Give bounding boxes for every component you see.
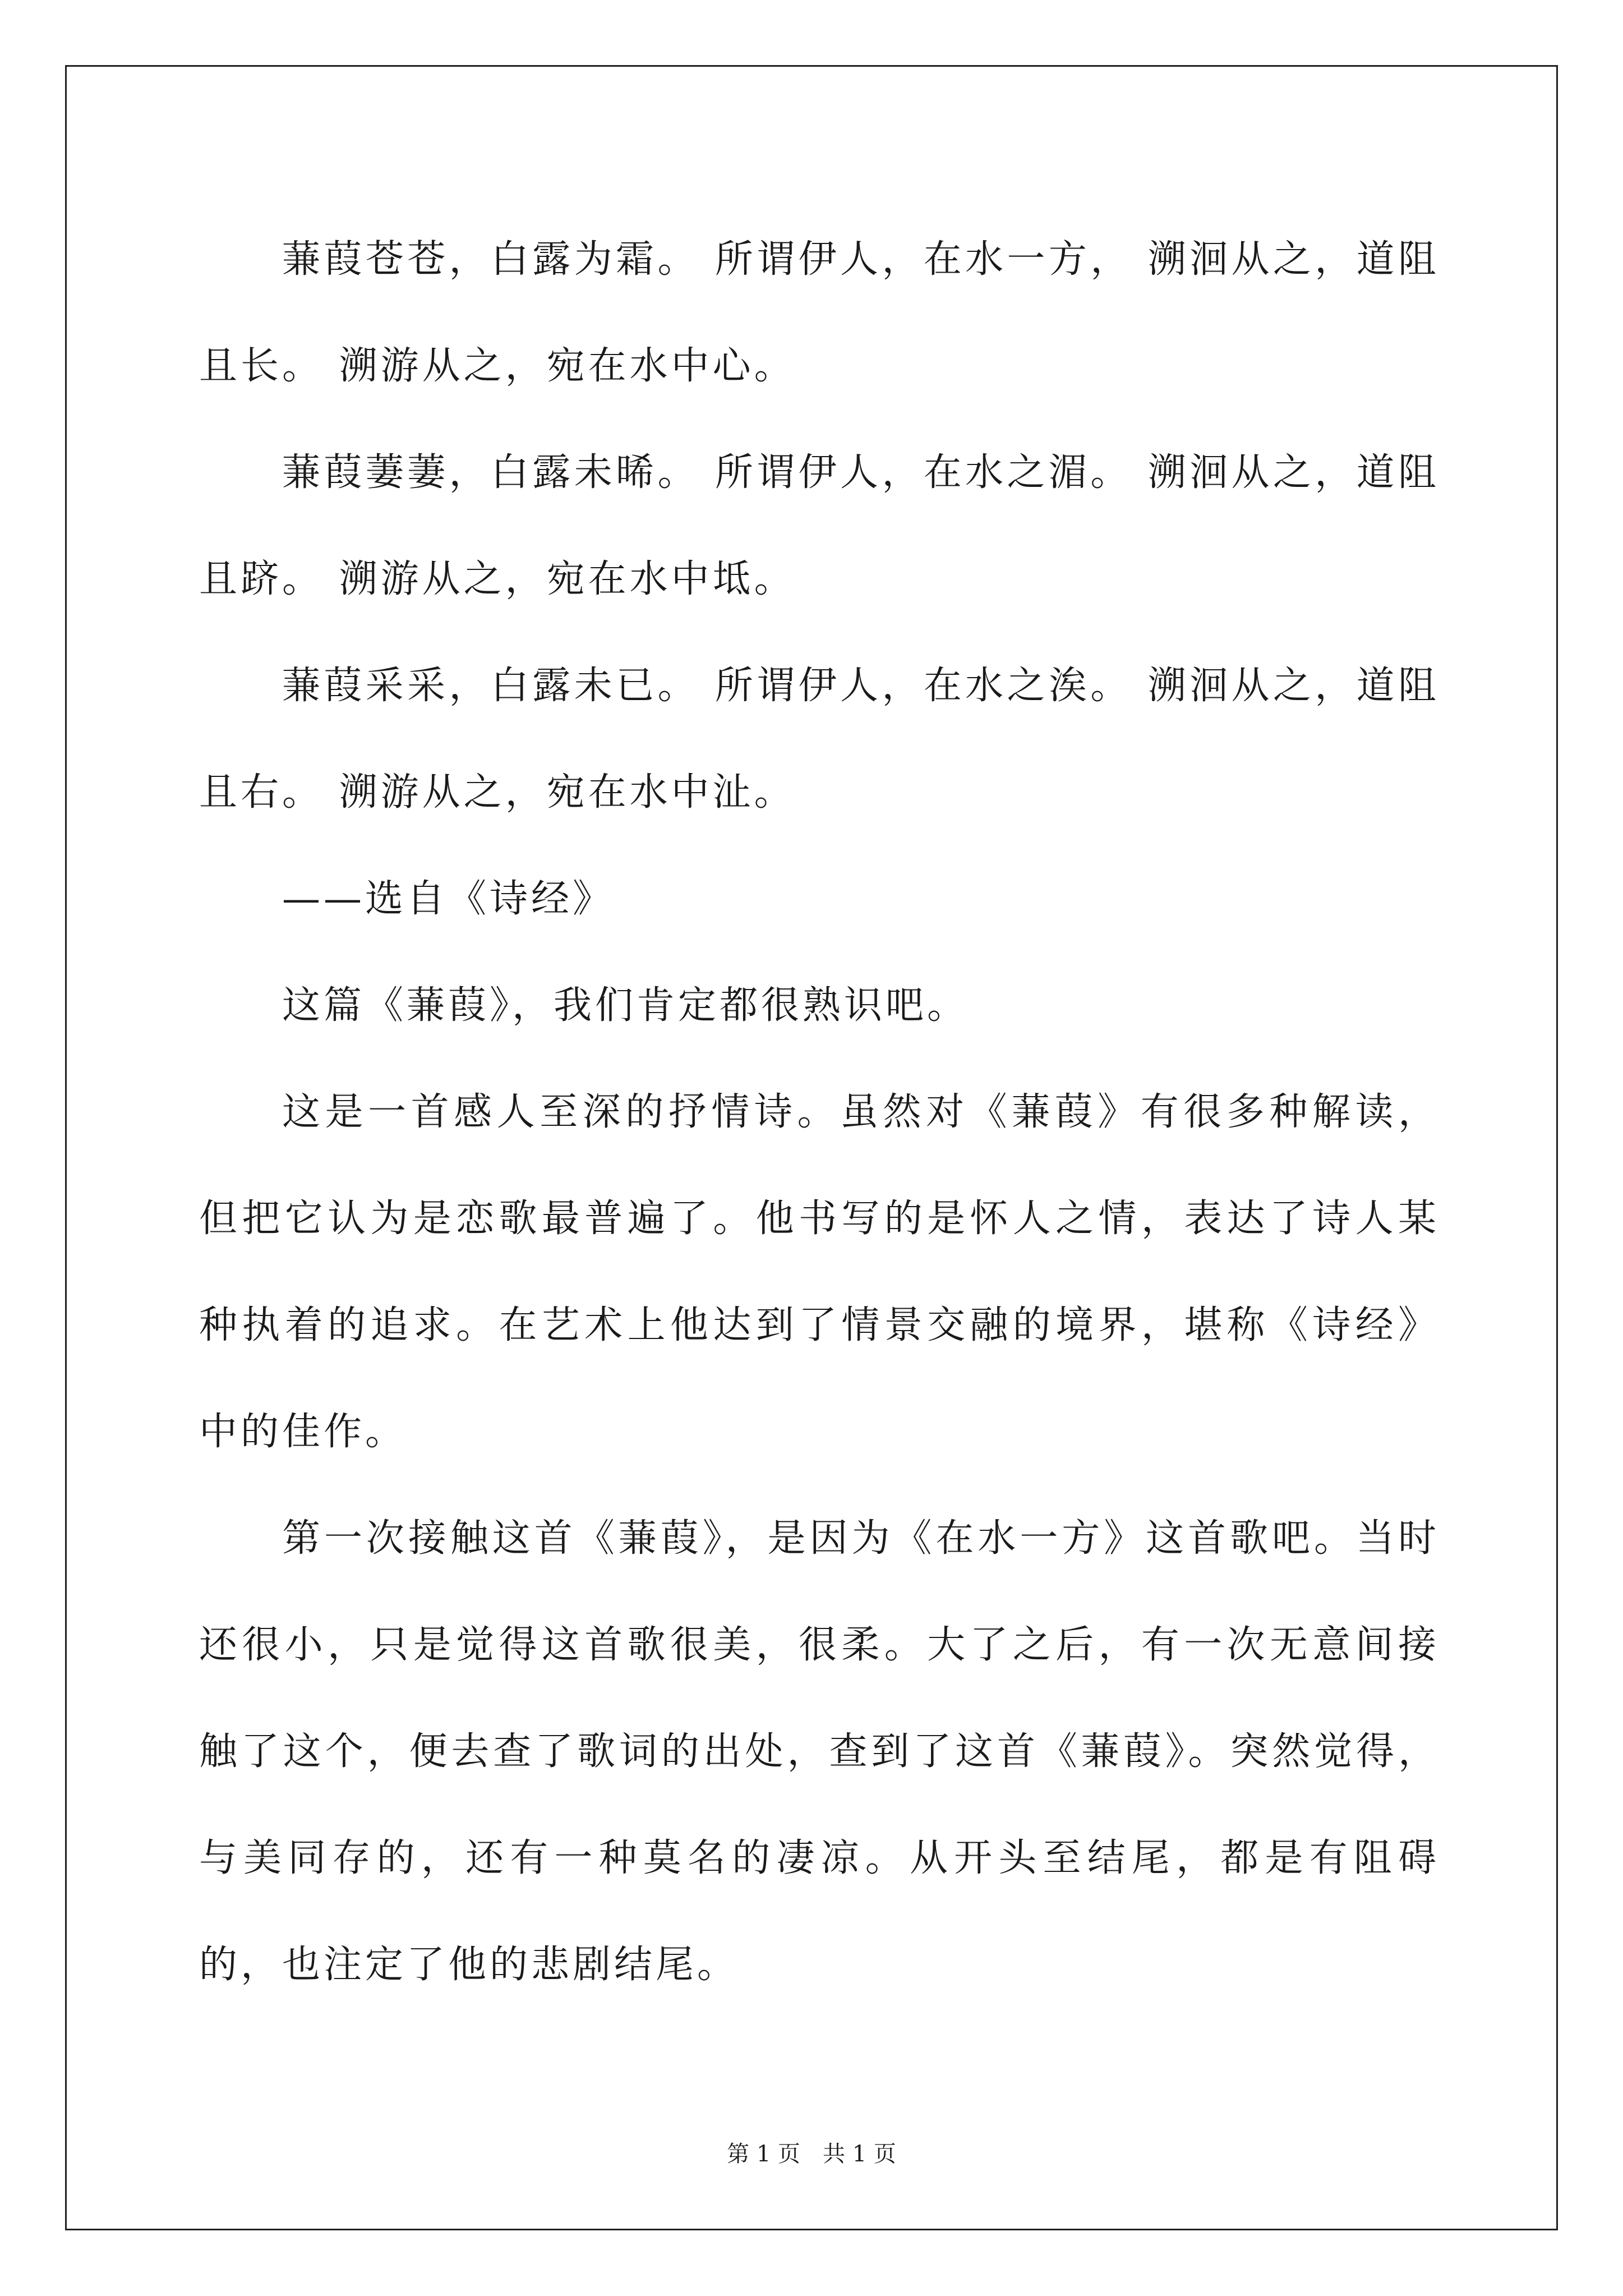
body-paragraph: 第一次接触这首《蒹葭》，是因为《在水一方》这首歌吧。当时还很小，只是觉得这首歌很美，很柔。大了之后，有一次无意间接触了这个，便去查了歌词的出处，查到了这首《蒹葭》。突然觉得，与美同存的，还有一种莫名的凄凉。从开头至结尾，都是有阻碍的，也注定了他的悲剧结尾。: [199, 1516, 1440, 1987]
poem-stanza-3: 蒹葭采采，白露未已。 所谓伊人，在水之涘。 溯洄从之，道阻且右。 溯游从之，宛在水中沚。: [199, 664, 1440, 815]
body-paragraph: 这篇《蒹葭》，我们肯定都很熟识吧。: [282, 983, 969, 1028]
page-number-footer: 第 1 页 共 1 页: [727, 2141, 896, 2167]
body-paragraph: 这是一首感人至深的抒情诗。虽然对《蒹葭》有很多种解读，但把它认为是恋歌最普遍了。他书写的是怀人之情，表达了诗人某种执着的追求。在艺术上他达到了情景交融的境界，堪称《诗经》中的佳作。: [199, 1090, 1440, 1454]
poem-stanza-1: 蒹葭苍苍，白露为霜。 所谓伊人，在水一方， 溯洄从之，道阻且长。 溯游从之，宛在水中心。: [199, 237, 1440, 388]
document-body: [199, 206, 1440, 2018]
poem-stanza-2: 蒹葭萋萋，白露未晞。 所谓伊人，在水之湄。 溯洄从之，道阻且跻。 溯游从之，宛在水中坻。: [199, 450, 1440, 601]
poem-source: ——选自《诗经》: [282, 877, 615, 921]
